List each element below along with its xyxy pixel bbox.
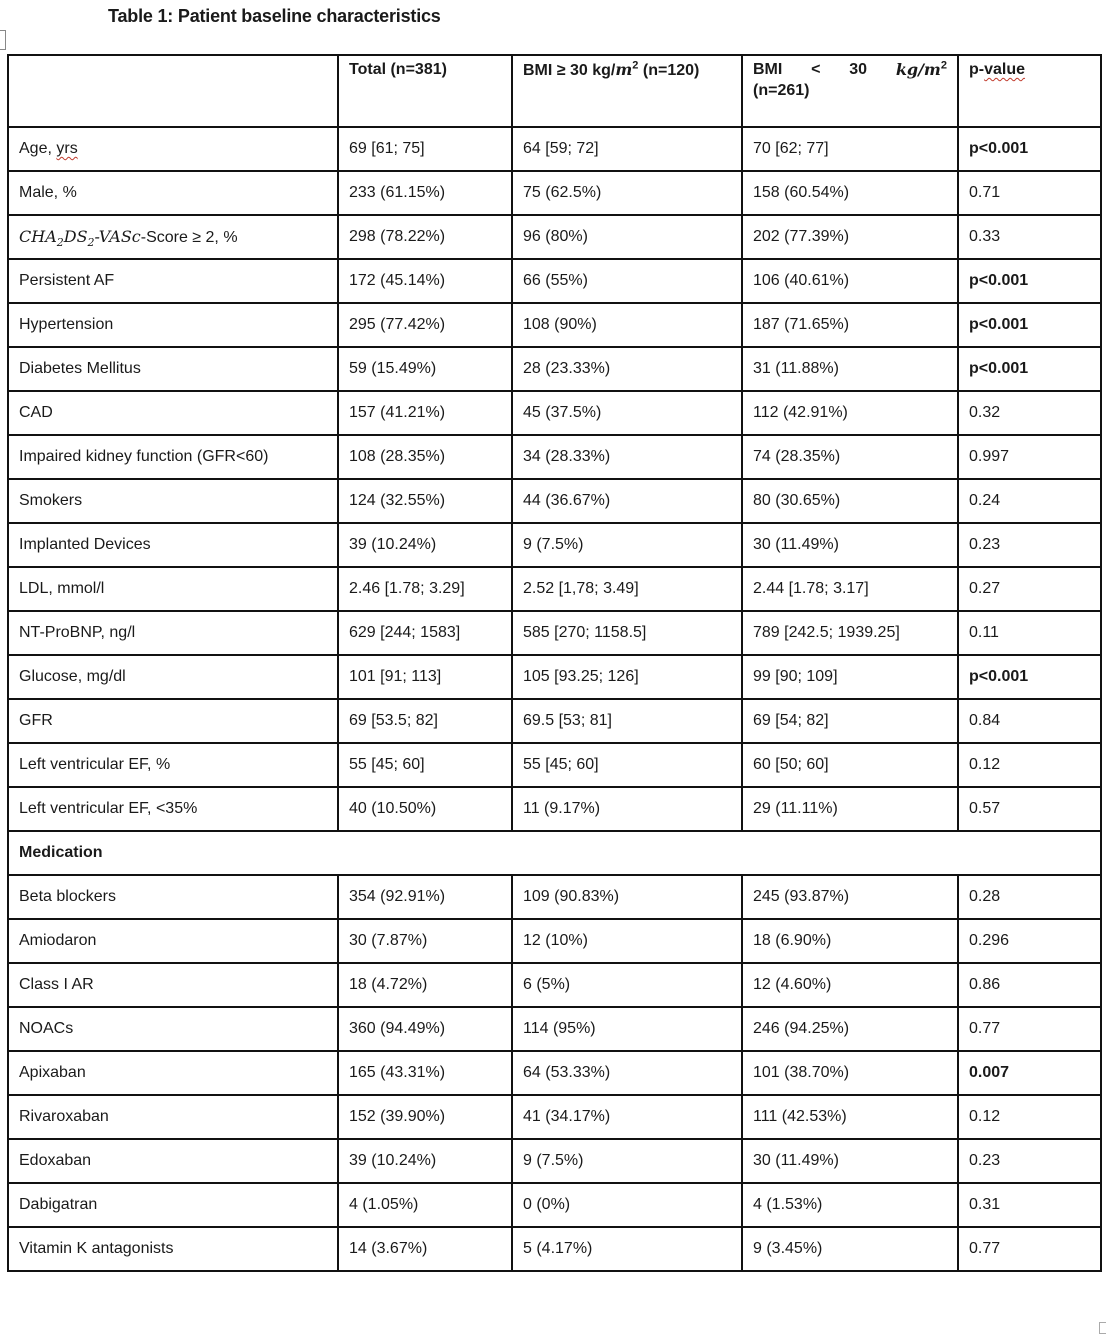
- header-total: Total (n=381): [338, 55, 512, 127]
- header-pvalue: [958, 55, 1101, 127]
- cell-label: Left ventricular EF, <35%: [8, 787, 338, 831]
- cell-label: Class I AR: [8, 963, 338, 1007]
- cha2ds2-vasc-formula: [19, 227, 141, 250]
- cell-total: 298 (78.22%): [338, 215, 512, 259]
- cell-ge30: 45 (37.5%): [512, 391, 742, 435]
- cell-lt30: 74 (28.35%): [742, 435, 958, 479]
- cell-p: 0.32: [958, 391, 1101, 435]
- cell-p: p<0.001: [958, 303, 1101, 347]
- table-header-row: [8, 55, 1101, 127]
- characteristics-body: [8, 127, 1101, 831]
- cell-total: 108 (28.35%): [338, 435, 512, 479]
- cell-label: NT-ProBNP, ng/l: [8, 611, 338, 655]
- cha2ds2-part1: CHA: [19, 227, 57, 246]
- table-row: [8, 919, 1101, 963]
- cell-label: Glucose, mg/dl: [8, 655, 338, 699]
- cell-lt30: 30 (11.49%): [742, 523, 958, 567]
- cell-ge30: 0 (0%): [512, 1183, 742, 1227]
- cell-label: Edoxaban: [8, 1139, 338, 1183]
- cell-p: 0.12: [958, 743, 1101, 787]
- cell-lt30: 99 [90; 109]: [742, 655, 958, 699]
- cell-label: Vitamin K antagonists: [8, 1227, 338, 1271]
- table-row: [8, 127, 1101, 171]
- cell-p: 0.71: [958, 171, 1101, 215]
- header-bmi-lt30-unit: kg/m: [895, 60, 941, 79]
- cell-total: 69 [61; 75]: [338, 127, 512, 171]
- cell-label: [8, 215, 338, 259]
- cell-label: Dabigatran: [8, 1183, 338, 1227]
- cha2ds2-suffix: -Score ≥ 2, %: [140, 229, 238, 246]
- cell-total: 30 (7.87%): [338, 919, 512, 963]
- cell-lt30: 70 [62; 77]: [742, 127, 958, 171]
- cell-label: Implanted Devices: [8, 523, 338, 567]
- header-bmi-lt30-line1: [753, 60, 947, 81]
- header-bmi-lt30-bmi: BMI: [753, 61, 783, 78]
- table-row: [8, 347, 1101, 391]
- header-bmi-ge30-prefix: BMI ≥ 30 kg/: [523, 62, 616, 79]
- cell-p: 0.57: [958, 787, 1101, 831]
- cell-total: 124 (32.55%): [338, 479, 512, 523]
- cell-total: 152 (39.90%): [338, 1095, 512, 1139]
- cell-lt30: 60 [50; 60]: [742, 743, 958, 787]
- table-row: [8, 875, 1101, 919]
- cell-lt30: 158 (60.54%): [742, 171, 958, 215]
- cell-p: 0.11: [958, 611, 1101, 655]
- baseline-characteristics-table: [7, 54, 1102, 1272]
- cell-ge30: 108 (90%): [512, 303, 742, 347]
- cell-label: Age, yrs: [8, 127, 338, 171]
- cell-p: p<0.001: [958, 347, 1101, 391]
- table-row: [8, 743, 1101, 787]
- cha2ds2-sub1: 2: [56, 236, 64, 250]
- cell-total: 172 (45.14%): [338, 259, 512, 303]
- cell-lt30: 31 (11.88%): [742, 347, 958, 391]
- cell-p: 0.23: [958, 523, 1101, 567]
- cell-total: 39 (10.24%): [338, 1139, 512, 1183]
- header-bmi-lt30-unit-wrap: [896, 60, 947, 81]
- cell-lt30: 18 (6.90%): [742, 919, 958, 963]
- cell-label: Persistent AF: [8, 259, 338, 303]
- table-row: [8, 1227, 1101, 1271]
- header-bmi-lt30-30: 30: [849, 61, 868, 78]
- table-row: [8, 655, 1101, 699]
- cell-total: 233 (61.15%): [338, 171, 512, 215]
- table-row: [8, 215, 1101, 259]
- header-bmi-ge30-n: (n=120): [638, 62, 700, 79]
- cell-ge30: 96 (80%): [512, 215, 742, 259]
- cell-p: 0.77: [958, 1007, 1101, 1051]
- cell-p: 0.33: [958, 215, 1101, 259]
- cell-label: GFR: [8, 699, 338, 743]
- cell-total: 4 (1.05%): [338, 1183, 512, 1227]
- cell-ge30: 6 (5%): [512, 963, 742, 1007]
- cell-lt30: 9 (3.45%): [742, 1227, 958, 1271]
- table-row: [8, 699, 1101, 743]
- cell-ge30: 66 (55%): [512, 259, 742, 303]
- cell-ge30: 105 [93.25; 126]: [512, 655, 742, 699]
- cell-ge30: 34 (28.33%): [512, 435, 742, 479]
- header-pvalue-prefix: p-: [969, 61, 985, 78]
- cell-lt30: 12 (4.60%): [742, 963, 958, 1007]
- cell-p: p<0.001: [958, 127, 1101, 171]
- cell-lt30: 29 (11.11%): [742, 787, 958, 831]
- table-title: Table 1: Patient baseline characteristics: [108, 6, 441, 26]
- cell-lt30: 246 (94.25%): [742, 1007, 958, 1051]
- cell-lt30: 80 (30.65%): [742, 479, 958, 523]
- cell-p: 0.84: [958, 699, 1101, 743]
- cell-lt30: 245 (93.87%): [742, 875, 958, 919]
- cell-lt30: 4 (1.53%): [742, 1183, 958, 1227]
- cell-label: Diabetes Mellitus: [8, 347, 338, 391]
- cell-p: p<0.001: [958, 259, 1101, 303]
- page-corner-mark: [0, 30, 6, 50]
- cell-label: LDL, mmol/l: [8, 567, 338, 611]
- cell-total: 360 (94.49%): [338, 1007, 512, 1051]
- cell-ge30: 64 (53.33%): [512, 1051, 742, 1095]
- cell-p: 0.86: [958, 963, 1101, 1007]
- cell-p: 0.23: [958, 1139, 1101, 1183]
- cell-lt30: 789 [242.5; 1939.25]: [742, 611, 958, 655]
- header-bmi-lt30-lt: <: [811, 61, 821, 78]
- table-row: [8, 611, 1101, 655]
- cell-ge30: 5 (4.17%): [512, 1227, 742, 1271]
- cell-p: p<0.001: [958, 655, 1101, 699]
- header-bmi-lt30-n: (n=261): [753, 82, 810, 99]
- cell-ge30: 2.52 [1,78; 3.49]: [512, 567, 742, 611]
- cell-lt30: 106 (40.61%): [742, 259, 958, 303]
- cell-lt30: 112 (42.91%): [742, 391, 958, 435]
- cell-total: 354 (92.91%): [338, 875, 512, 919]
- cell-total: 39 (10.24%): [338, 523, 512, 567]
- cell-label: Apixaban: [8, 1051, 338, 1095]
- cell-ge30: 12 (10%): [512, 919, 742, 963]
- cell-ge30: 55 [45; 60]: [512, 743, 742, 787]
- cell-ge30: 9 (7.5%): [512, 523, 742, 567]
- table-row: [8, 787, 1101, 831]
- cell-total: 295 (77.42%): [338, 303, 512, 347]
- cell-ge30: 44 (36.67%): [512, 479, 742, 523]
- cell-total: 18 (4.72%): [338, 963, 512, 1007]
- cell-total: 101 [91; 113]: [338, 655, 512, 699]
- cell-ge30: 64 [59; 72]: [512, 127, 742, 171]
- cell-label: Amiodaron: [8, 919, 338, 963]
- table-row: [8, 391, 1101, 435]
- cell-p: 0.997: [958, 435, 1101, 479]
- table-row: [8, 171, 1101, 215]
- table-row: [8, 1183, 1101, 1227]
- table-row: [8, 1139, 1101, 1183]
- header-pvalue-word: value: [984, 61, 1026, 78]
- cell-lt30: 202 (77.39%): [742, 215, 958, 259]
- cell-total: 2.46 [1.78; 3.29]: [338, 567, 512, 611]
- medication-header-row: [8, 831, 1101, 875]
- table-row: [8, 1007, 1101, 1051]
- header-bmi-ge30-unit: m: [615, 60, 633, 79]
- cell-ge30: 69.5 [53; 81]: [512, 699, 742, 743]
- cell-total: 629 [244; 1583]: [338, 611, 512, 655]
- cell-p: 0.12: [958, 1095, 1101, 1139]
- cell-label: Beta blockers: [8, 875, 338, 919]
- cell-label: Hypertension: [8, 303, 338, 347]
- header-bmi-lt30: [742, 55, 958, 127]
- cell-lt30: 187 (71.65%): [742, 303, 958, 347]
- cell-ge30: 41 (34.17%): [512, 1095, 742, 1139]
- table-row: [8, 523, 1101, 567]
- cha2ds2-sub2: 2: [87, 236, 95, 250]
- cell-ge30: 11 (9.17%): [512, 787, 742, 831]
- cell-total: 165 (43.31%): [338, 1051, 512, 1095]
- cell-total: 55 [45; 60]: [338, 743, 512, 787]
- cell-label: Impaired kidney function (GFR<60): [8, 435, 338, 479]
- cell-p: 0.77: [958, 1227, 1101, 1271]
- cell-ge30: 585 [270; 1158.5]: [512, 611, 742, 655]
- cell-ge30: 114 (95%): [512, 1007, 742, 1051]
- cell-label: CAD: [8, 391, 338, 435]
- table-row: [8, 259, 1101, 303]
- medication-section: [8, 831, 1101, 875]
- cell-total: 69 [53.5; 82]: [338, 699, 512, 743]
- cha2ds2-part2: DS: [63, 227, 88, 246]
- cell-total: 40 (10.50%): [338, 787, 512, 831]
- table-row: [8, 1095, 1101, 1139]
- cell-total: 59 (15.49%): [338, 347, 512, 391]
- header-empty-cell: [8, 55, 338, 127]
- cell-label: Male, %: [8, 171, 338, 215]
- cell-label: NOACs: [8, 1007, 338, 1051]
- cell-lt30: 30 (11.49%): [742, 1139, 958, 1183]
- cell-ge30: 28 (23.33%): [512, 347, 742, 391]
- cell-p: 0.27: [958, 567, 1101, 611]
- cell-ge30: 75 (62.5%): [512, 171, 742, 215]
- header-bmi-lt30-exp: 2: [940, 59, 947, 72]
- cell-label: Rivaroxaban: [8, 1095, 338, 1139]
- page-corner-mark: [1099, 1322, 1106, 1334]
- table-row: [8, 303, 1101, 347]
- cell-p: 0.296: [958, 919, 1101, 963]
- table-row: [8, 1051, 1101, 1095]
- cell-ge30: 9 (7.5%): [512, 1139, 742, 1183]
- cell-label: Smokers: [8, 479, 338, 523]
- medication-header: Medication: [8, 831, 1101, 875]
- cell-ge30: 109 (90.83%): [512, 875, 742, 919]
- cha2ds2-part3: -VASc: [94, 227, 141, 246]
- table-row: [8, 479, 1101, 523]
- table-row: [8, 435, 1101, 479]
- cell-p: 0.31: [958, 1183, 1101, 1227]
- cell-p: 0.28: [958, 875, 1101, 919]
- table-row: [8, 567, 1101, 611]
- cell-lt30: 101 (38.70%): [742, 1051, 958, 1095]
- cell-lt30: 111 (42.53%): [742, 1095, 958, 1139]
- header-bmi-ge30: [512, 55, 742, 127]
- medication-body: [8, 875, 1101, 1271]
- cell-label: Left ventricular EF, %: [8, 743, 338, 787]
- cell-lt30: 2.44 [1.78; 3.17]: [742, 567, 958, 611]
- cell-p: 0.24: [958, 479, 1101, 523]
- cell-total: 14 (3.67%): [338, 1227, 512, 1271]
- cell-total: 157 (41.21%): [338, 391, 512, 435]
- cell-p: 0.007: [958, 1051, 1101, 1095]
- table-row: [8, 963, 1101, 1007]
- cell-lt30: 69 [54; 82]: [742, 699, 958, 743]
- header-bmi-ge30-exp: 2: [632, 59, 639, 72]
